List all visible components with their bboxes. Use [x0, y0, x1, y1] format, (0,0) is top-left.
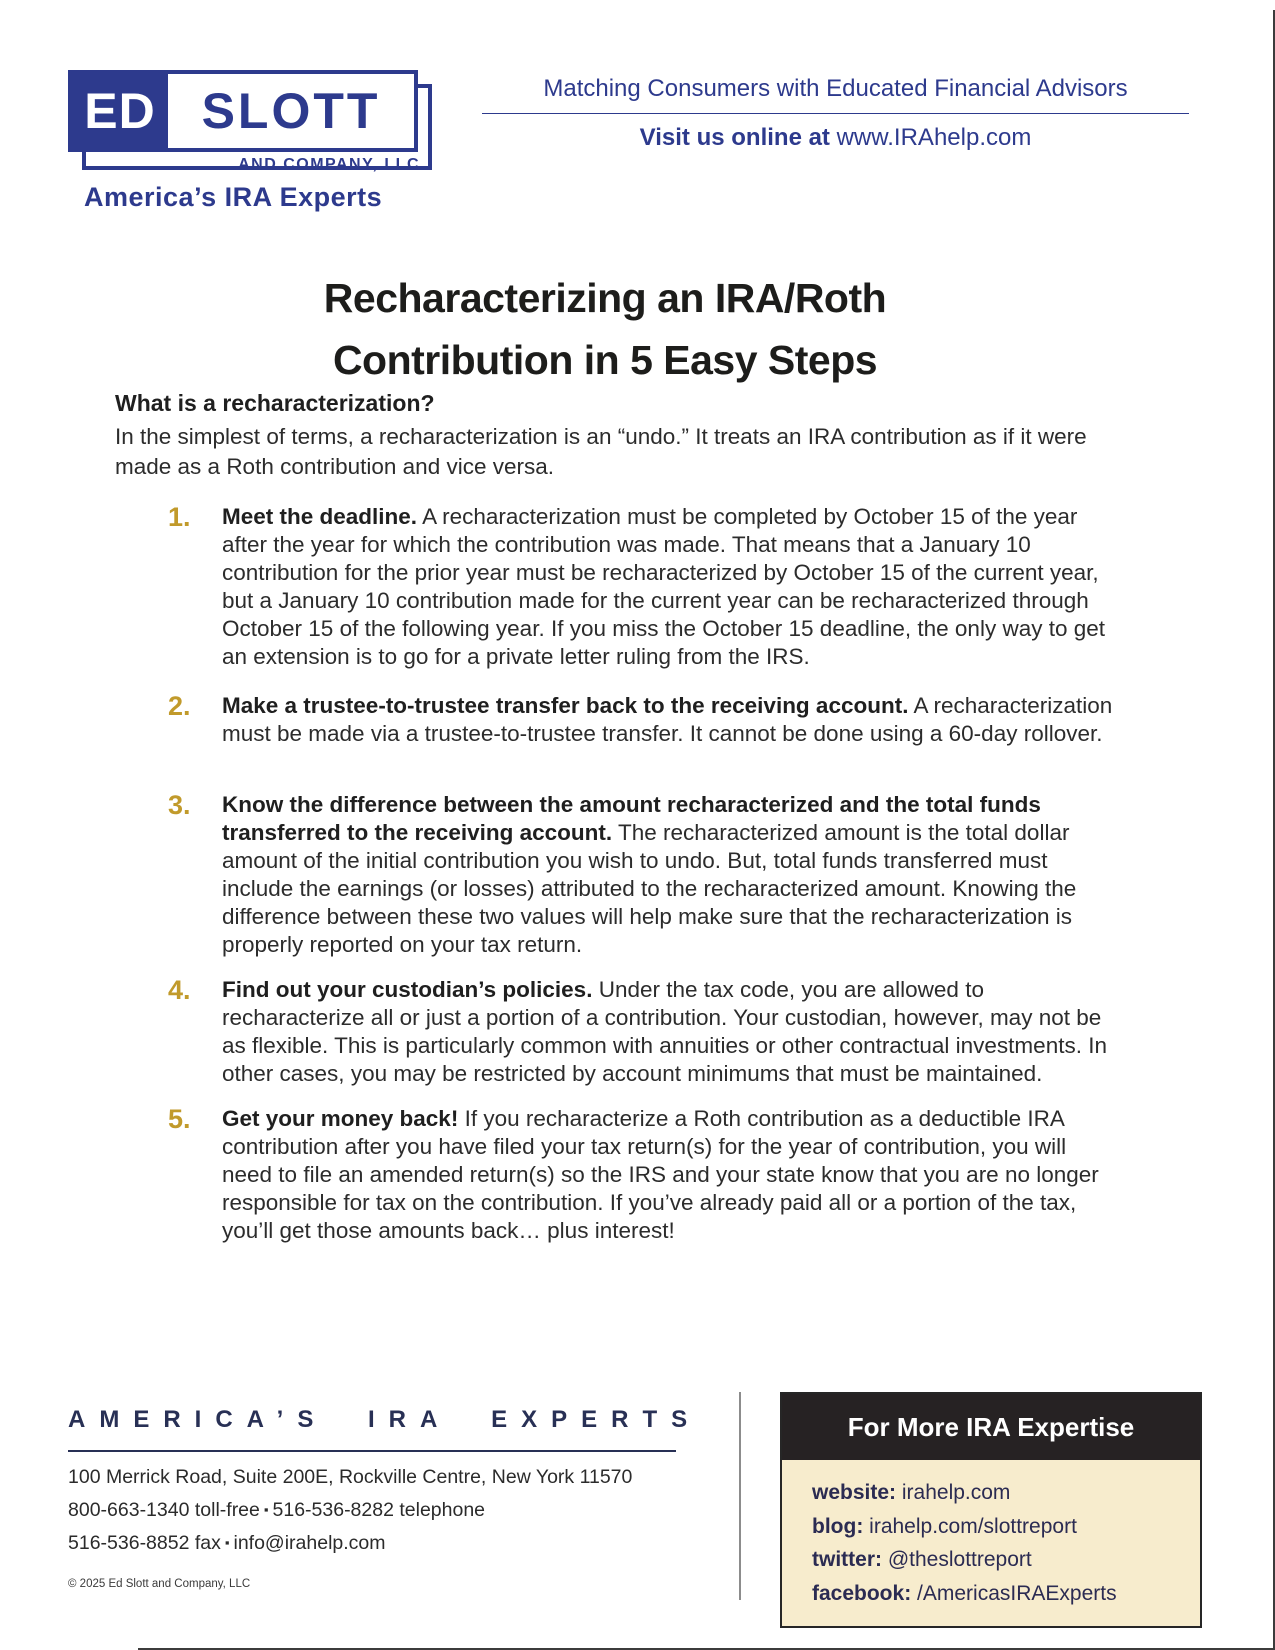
step-4-detail: Under the tax code, you are allowed to recharacterize all or just a portion of a contribution. Your custodian, however, may not be as flexible. This is particularly common with annuities or other contractual investments. In other cases, you may be restricted by account minimums that must be maintained.: [222, 977, 1107, 1086]
footer-vertical-divider: [739, 1392, 741, 1600]
header-divider: [482, 113, 1189, 114]
step-5-detail: If you recharacterize a Roth contribution as a deductible IRA contribution after you have filed your tax return(s) for the year of contribution, you will need to file an amended return(s) so the IRS and your state know that you are no longer responsible for tax on the contribution. If you’ve already paid all or a portion of the tax, you’ll get those amounts back… plus interest!: [222, 1106, 1099, 1243]
title-line-1: Recharacterizing an IRA/Roth: [323, 275, 887, 322]
step-1: [168, 503, 1118, 671]
header-right: [482, 74, 1189, 152]
footer-address: 100 Merrick Road, Suite 200E, Rockville Centre, New York 11570: [68, 1466, 633, 1488]
step-3-number: 3.: [168, 790, 191, 820]
logo-main-box: [68, 70, 418, 152]
logo-ed-block: ED: [72, 74, 168, 148]
step-5-number: 5.: [168, 1104, 191, 1134]
footer-phone-line: [68, 1499, 485, 1522]
copyright-notice: © 2025 Ed Slott and Company, LLC: [68, 1578, 251, 1590]
logo-slott-block: SLOTT: [201, 83, 381, 139]
ed-slott-logo: [68, 70, 448, 212]
expertise-blog-row: [812, 1510, 1186, 1544]
expertise-website-row: [812, 1476, 1186, 1510]
footer-fax-line: [68, 1532, 386, 1555]
logo-tagline: America’s IRA Experts: [84, 182, 383, 212]
footer-wordmark: AMERICA’S IRA EXPERTS: [68, 1406, 702, 1433]
step-3: [168, 791, 1118, 959]
step-4-number: 4.: [168, 975, 191, 1005]
step-3-text: [222, 791, 1118, 959]
visit-label: Visit us online at: [639, 124, 830, 151]
expertise-twitter-row: [812, 1543, 1186, 1577]
step-3-detail: The recharacterized amount is the total dollar amount of the initial contribution you wish to undo. But, total funds transferred must include the earnings (or losses) attributed to the recharacterized amount. Knowing the difference between these two values will help make sure that the recharacterization is properly reported on your tax return.: [222, 820, 1077, 957]
twitter-label: twitter:: [812, 1548, 882, 1571]
twitter-link[interactable]: @theslottreport: [887, 1548, 1032, 1571]
intro-paragraph: In the simplest of terms, a recharacterization is an “undo.” It treats an IRA contribution as if it were made as a Roth contribution and vice versa.: [115, 424, 1087, 479]
facebook-link[interactable]: /AmericasIRAExperts: [917, 1581, 1117, 1605]
step-2-text: [222, 692, 1118, 748]
facebook-label: facebook:: [812, 1581, 912, 1605]
intro-section: [115, 390, 1135, 482]
bullet-separator: ▪: [263, 1502, 269, 1517]
header-motto: Matching Consumers with Educated Financial Advisors: [543, 75, 1128, 102]
visit-url-link[interactable]: www.IRAhelp.com: [836, 124, 1032, 151]
step-2-lead: Make a trustee-to-trustee transfer back to the receiving account.: [222, 693, 909, 718]
expertise-facebook-row: [812, 1577, 1186, 1611]
step-2-detail: A recharacterization must be made via a trustee-to-trustee transfer. It cannot be done using a 60-day rollover.: [222, 693, 1113, 746]
fax-number: 516-536-8852 fax: [68, 1532, 221, 1554]
step-1-lead: Meet the deadline.: [222, 504, 418, 529]
step-5: [168, 1105, 1118, 1245]
email-link[interactable]: info@irahelp.com: [233, 1532, 386, 1554]
header-visit-line: [482, 124, 1189, 152]
website-label: website:: [812, 1481, 897, 1504]
step-5-lead: Get your money back!: [222, 1106, 459, 1131]
step-1-text: [222, 503, 1118, 671]
footer-rule: [68, 1450, 676, 1452]
logo-company-text: AND COMPANY, LLC: [238, 156, 420, 173]
step-4-text: [222, 976, 1118, 1088]
expertise-box: [780, 1392, 1202, 1628]
expertise-box-title: For More IRA Expertise: [782, 1394, 1200, 1460]
blog-link[interactable]: irahelp.com/slottreport: [869, 1514, 1077, 1538]
step-1-detail: A recharacterization must be completed by October 15 of the year after the year for which the contribution was made. That means that a January 10 contribution for the prior year must be recharacterized by October 15 of the current year, but a January 10 contribution made for the current year can be recharacterized through October 15 of the following year. If you miss the October 15 deadline, the only way to get an extension is to go for a private letter ruling from the IRS.: [222, 504, 1106, 669]
intro-heading: What is a recharacterization?: [115, 390, 435, 416]
expertise-box-body: [782, 1460, 1200, 1626]
step-1-number: 1.: [168, 502, 191, 532]
website-link[interactable]: irahelp.com: [901, 1481, 1011, 1504]
step-4: [168, 976, 1118, 1088]
bullet-separator: ▪: [224, 1535, 230, 1550]
title-line-2: Contribution in 5 Easy Steps: [332, 337, 878, 384]
step-5-text: [222, 1105, 1118, 1245]
step-2-number: 2.: [168, 691, 191, 721]
step-2: [168, 692, 1118, 748]
blog-label: blog:: [812, 1514, 864, 1538]
telephone-number: 516-536-8282 telephone: [272, 1499, 486, 1521]
page-title: [85, 267, 1125, 391]
step-3-lead: Know the difference between the amount recharacterized and the total funds transferred to the receiving account.: [222, 792, 1041, 845]
step-4-lead: Find out your custodian’s policies.: [222, 977, 593, 1002]
toll-free-number: 800-663-1340 toll-free: [68, 1499, 260, 1521]
